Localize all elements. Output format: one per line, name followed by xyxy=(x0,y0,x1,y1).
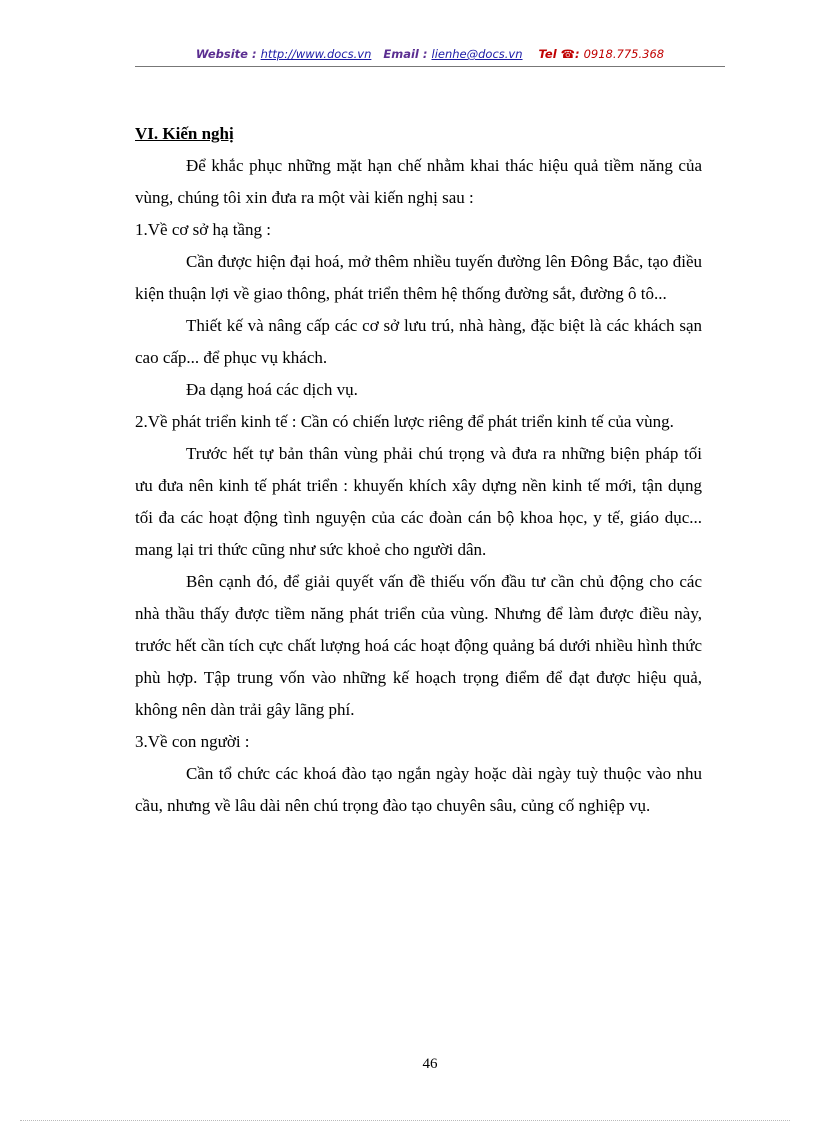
email-link[interactable]: lienhe@docs.vn xyxy=(431,47,523,61)
subheading-infrastructure: 1.Về cơ sở hạ tầng : xyxy=(135,220,271,239)
paragraph-investment: Bên cạnh đó, để giải quyết vấn đề thiếu vốn đầu tư cần chủ động cho các nhà thầu thấy được tiềm năng phát triển của vùng. Nhưng để làm được điều này, trước hết cần tích cực chất lượng hoá các hoạt động quảng bá dưới nhiều hình thức phù hợp. Tập trung vốn vào những kế hoạch trọng điểm để đạt được hiệu quả, không nên dàn trải gây lãng phí. xyxy=(135,572,702,719)
paragraph-roads: Cần được hiện đại hoá, mở thêm nhiều tuyến đường lên Đông Bắc, tạo điều kiện thuận lợi về giao thông, phát triển thêm hệ thống đường sắt, đường ô tô... xyxy=(135,252,702,303)
header-divider xyxy=(135,66,725,67)
paragraph-training: Cần tổ chức các khoá đào tạo ngắn ngày hoặc dài ngày tuỳ thuộc vào nhu cầu, nhưng về lâu dài nên chú trọng đào tạo chuyên sâu, củng cố nghiệp vụ. xyxy=(135,764,702,815)
page-header xyxy=(135,47,725,61)
paragraph-services: Đa dạng hoá các dịch vụ. xyxy=(186,380,358,399)
section-heading: VI. Kiến nghị xyxy=(135,124,234,143)
email-label: Email : xyxy=(383,47,428,61)
paragraph-intro: Để khắc phục những mặt hạn chế nhằm khai thác hiệu quả tiềm năng của vùng, chúng tôi xin đưa ra một vài kiến nghị sau : xyxy=(135,156,702,207)
footer-divider xyxy=(20,1120,790,1121)
tel-value: 0918.775.368 xyxy=(583,47,665,61)
paragraph-accommodation: Thiết kế và nâng cấp các cơ sở lưu trú, nhà hàng, đặc biệt là các khách sạn cao cấp... để phục vụ khách. xyxy=(135,316,702,367)
paragraph-economy-measures: Trước hết tự bản thân vùng phải chú trọng và đưa ra những biện pháp tối ưu đưa nên kinh tế phát triển : khuyến khích xây dựng nền kinh tế mới, tận dụng tối đa các hoạt động tình nguyện của các đoàn cán bộ khoa học, y tế, giáo dục... mang lại tri thức cũng như sức khoẻ cho người dân. xyxy=(135,444,702,559)
subheading-economy: 2.Về phát triển kinh tế : Cần có chiến lược riêng để phát triển kinh tế của vùng. xyxy=(135,412,674,431)
website-label: Website : xyxy=(195,47,257,61)
document-body xyxy=(135,118,702,822)
page-number: 46 xyxy=(422,1056,438,1072)
website-link[interactable]: http://www.docs.vn xyxy=(260,47,372,61)
tel-label: Tel ☎: xyxy=(538,47,580,61)
subheading-people: 3.Về con người : xyxy=(135,732,250,751)
